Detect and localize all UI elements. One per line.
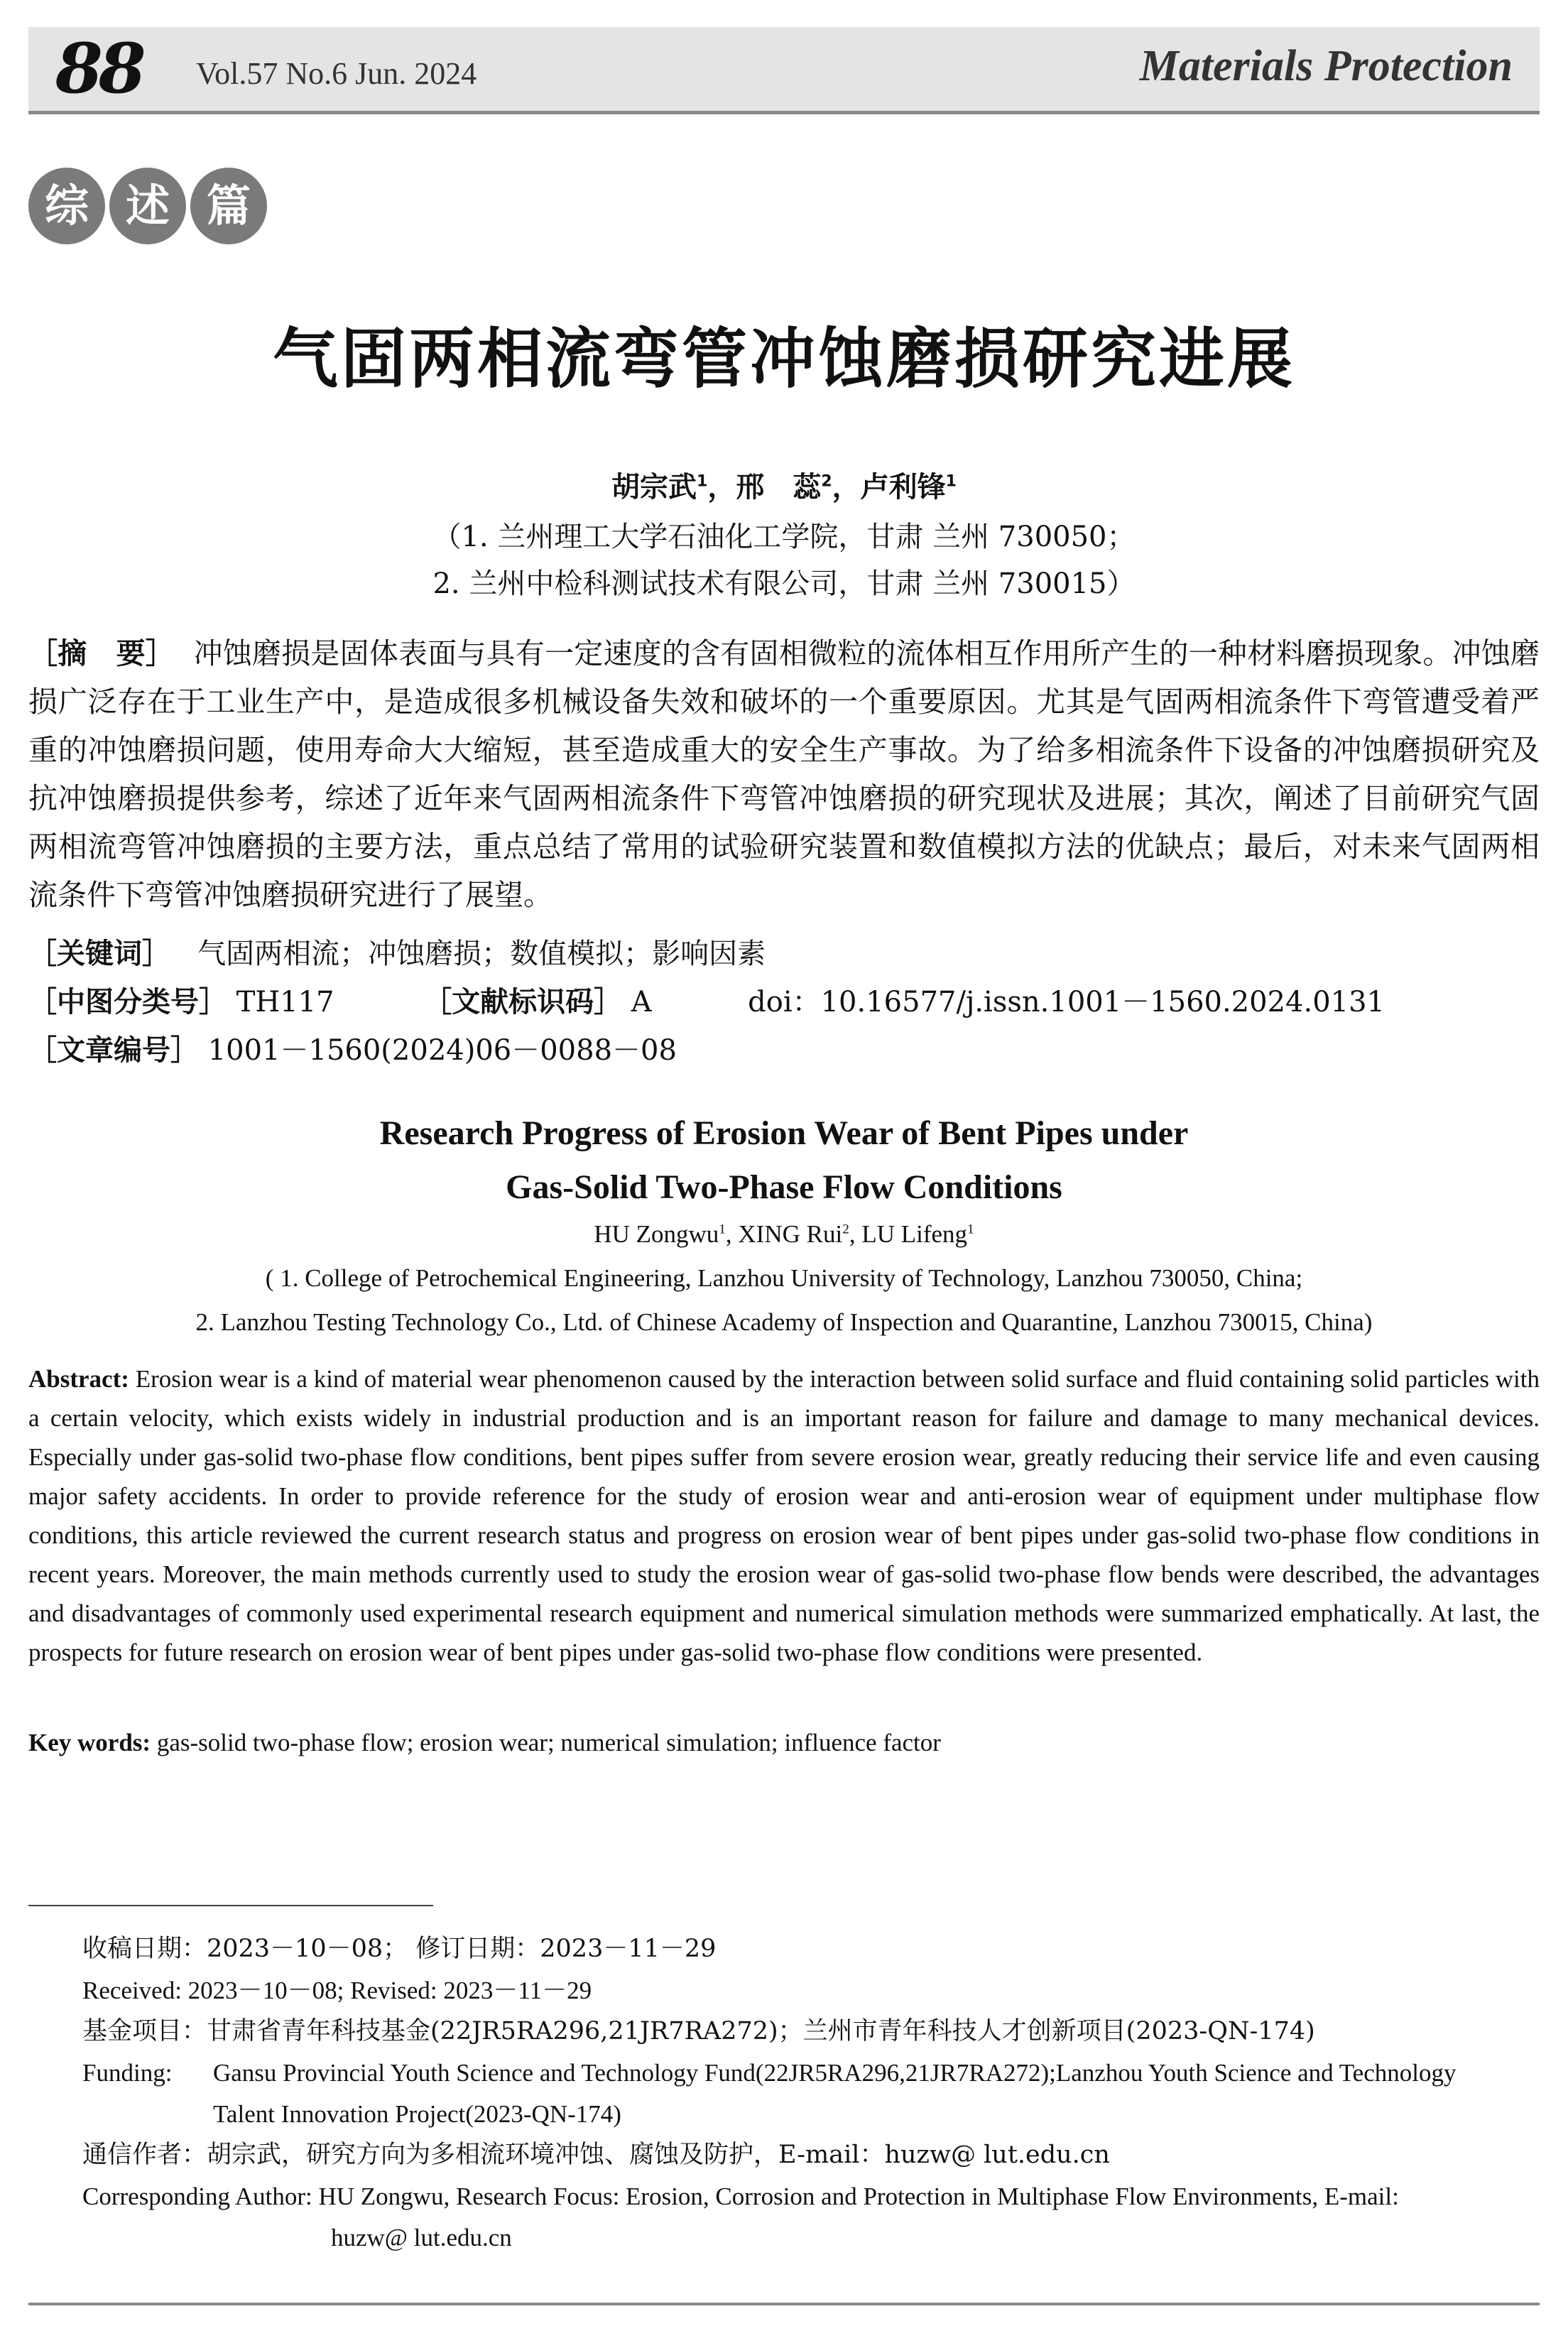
affiliation-cn: 2. 兰州中检科测试技术有限公司，甘肃 兰州 730015）: [432, 567, 1136, 600]
article-number-line: [28, 1027, 1540, 1074]
abstract-en-label: Abstract:: [28, 1365, 129, 1393]
abstract-en-text: Erosion wear is a kind of material wear phenomenon caused by the interaction between solid surface and fluid containing solid particles with a certain velocity, which exists widely in industrial production and is an important reason for failure and damage to many mechanical devices. Especially under gas-solid two-phase flow conditions, bent pipes suffer from severe erosion wear, greatly reducing their service life and even causing major safety accidents. In order to provide reference for the study of erosion wear and anti-erosion wear of equipment under multiphase flow conditions, this article reviewed the current research status and progress on erosion wear of bent pipes under gas-solid two-phase flow conditions in recent years. Moreover, the main methods currently used to study the erosion wear of gas-solid two-phase flow bends were described, the advantages and disadvantages of commonly used experimental research equipment and numerical simulation methods were summarized emphatically. At last, the prospects for future research on erosion wear of bent pipes under gas-solid two-phase flow conditions were presented.: [28, 1365, 1540, 1666]
classification-line: [28, 979, 1540, 1026]
article-number-label: ［文章编号］: [28, 1034, 199, 1067]
abstract-cn-text: 冲蚀磨损是固体表面与具有一定速度的含有固相微粒的流体相互作用所产生的一种材料磨损现象。冲蚀磨损广泛存在于工业生产中，是造成很多机械设备失效和破坏的一个重要原因。尤其是气固两相流条件下弯管遭受着严重的冲蚀磨损问题，使用寿命大大缩短，甚至造成重大的安全生产事故。为了给多相流条件下设备的冲蚀磨损研究及抗冲蚀磨损提供参考，综述了近年来气固两相流条件下弯管冲蚀磨损的研究现状及进展；其次，阐述了目前研究气固两相流弯管冲蚀磨损的主要方法，重点总结了常用的试验研究装置和数值模拟方法的优缺点；最后，对未来气固两相流条件下弯管冲蚀磨损研究进行了展望。: [28, 636, 1540, 912]
corresponding-author-email[interactable]: huzw@ lut.edu.cn: [331, 2224, 512, 2251]
author-affiliation-mark: 1: [967, 1222, 974, 1237]
authors-cn: [0, 464, 1568, 505]
author-affiliation-mark: 1: [719, 1222, 726, 1237]
affiliation-en: ( 1. College of Petrochemical Engineering, Lanzhou University of Technology, Lanzhou 730050, China;: [265, 1264, 1303, 1292]
keywords-cn-text: 气固两相流；冲蚀磨损；数值模拟；影响因素: [197, 938, 766, 970]
author-name: 胡宗武: [611, 471, 697, 504]
keywords-cn-label: ［关键词］: [28, 938, 170, 970]
keywords-en: [28, 1723, 941, 1762]
funding-en-text: Gansu Provincial Youth Science and Technology Fund(22JR5RA296,21JR7RA272);Lanzhou Youth Science and Technology: [213, 2059, 1457, 2087]
affiliation-en: 2. Lanzhou Testing Technology Co., Ltd. of Chinese Academy of Inspection and Quarantine, Lanzhou 730015, China): [195, 1308, 1373, 1336]
author-separator: ，: [707, 471, 736, 504]
keywords-en-text: gas-solid two-phase flow; erosion wear; numerical simulation; influence factor: [156, 1729, 941, 1756]
header-rule: [28, 111, 1540, 114]
article-title-en: Research Progress of Erosion Wear of Bent Pipes under: [379, 1114, 1189, 1152]
article-title-en: Gas-Solid Two-Phase Flow Conditions: [506, 1168, 1062, 1206]
footnote-rule: [28, 1905, 433, 1906]
author-name: XING Rui: [738, 1220, 843, 1248]
funding-cn: 基金项目：甘肃省青年科技基金(22JR5RA296,21JR7RA272)；兰州市青年科技人才创新项目(2023-QN-174): [82, 2017, 1315, 2045]
author-affiliation-mark: 1: [697, 472, 708, 491]
author-separator: ，: [832, 471, 861, 504]
section-badge: 篇: [190, 168, 267, 244]
article-number-value: 1001－1560(2024)06－0088－08: [207, 1034, 677, 1067]
funding-en-label: Funding:: [82, 2059, 173, 2087]
author-name: LU Lifeng: [861, 1220, 968, 1248]
authors-en: HU Zongwu$^1$, XING Rui$^2$, LU Lifeng$^1$: [594, 1220, 974, 1248]
clc-value: TH117: [236, 986, 334, 1018]
keywords-cn: [28, 930, 1540, 977]
doc-code-value: A: [631, 986, 652, 1018]
abstract-cn-label: ［摘 要］: [28, 636, 175, 670]
section-badge: 述: [109, 168, 186, 244]
funding-en: [82, 2053, 1540, 2093]
author-name: 邢 蕊: [736, 471, 822, 504]
journal-name: Materials Protection: [1139, 42, 1513, 90]
author-affiliation-mark: 2: [821, 472, 832, 491]
corresponding-author-en: Corresponding Author: HU Zongwu, Research Focus: Erosion, Corrosion and Protection in Multiphase Flow Environments, E-mail:: [82, 2183, 1399, 2210]
doc-code-label: ［文献标识码］: [423, 986, 623, 1018]
doi-link[interactable]: doi：10.16577/j.issn.1001－1560.2024.0131: [748, 986, 1385, 1018]
issue-info: Vol.57 No.6 Jun. 2024: [196, 56, 477, 91]
affiliation-cn: （1. 兰州理工大学石油化工学院，甘肃 兰州 730050；: [432, 521, 1136, 553]
keywords-en-label: Key words:: [28, 1729, 151, 1756]
received-date-en: Received: 2023－10－08; Revised: 2023－11－29: [82, 1977, 592, 2004]
received-date-cn: 收稿日期：2023－10－08； 修订日期：2023－11－29: [82, 1935, 717, 1963]
author-affiliation-mark: 1: [945, 472, 957, 491]
funding-en-continued: Talent Innovation Project(2023-QN-174): [213, 2100, 621, 2128]
author-name: HU Zongwu: [594, 1220, 719, 1248]
author-affiliation-mark: 2: [842, 1222, 849, 1237]
clc-label: ［中图分类号］: [28, 986, 227, 1018]
section-badge: 综: [28, 168, 105, 244]
corresponding-author-cn: 通信作者：胡宗武，研究方向为多相流环境冲蚀、腐蚀及防护，E-mail：huzw@ lut.edu.cn: [82, 2141, 1110, 2169]
page-number: 88: [55, 28, 142, 109]
abstract-cn: [28, 629, 1540, 919]
article-title-cn: 气固两相流弯管冲蚀磨损研究进展: [272, 320, 1295, 397]
author-name: 卢利锋: [860, 471, 946, 504]
abstract-en: [28, 1359, 1540, 1672]
footer-rule: [28, 2303, 1540, 2305]
